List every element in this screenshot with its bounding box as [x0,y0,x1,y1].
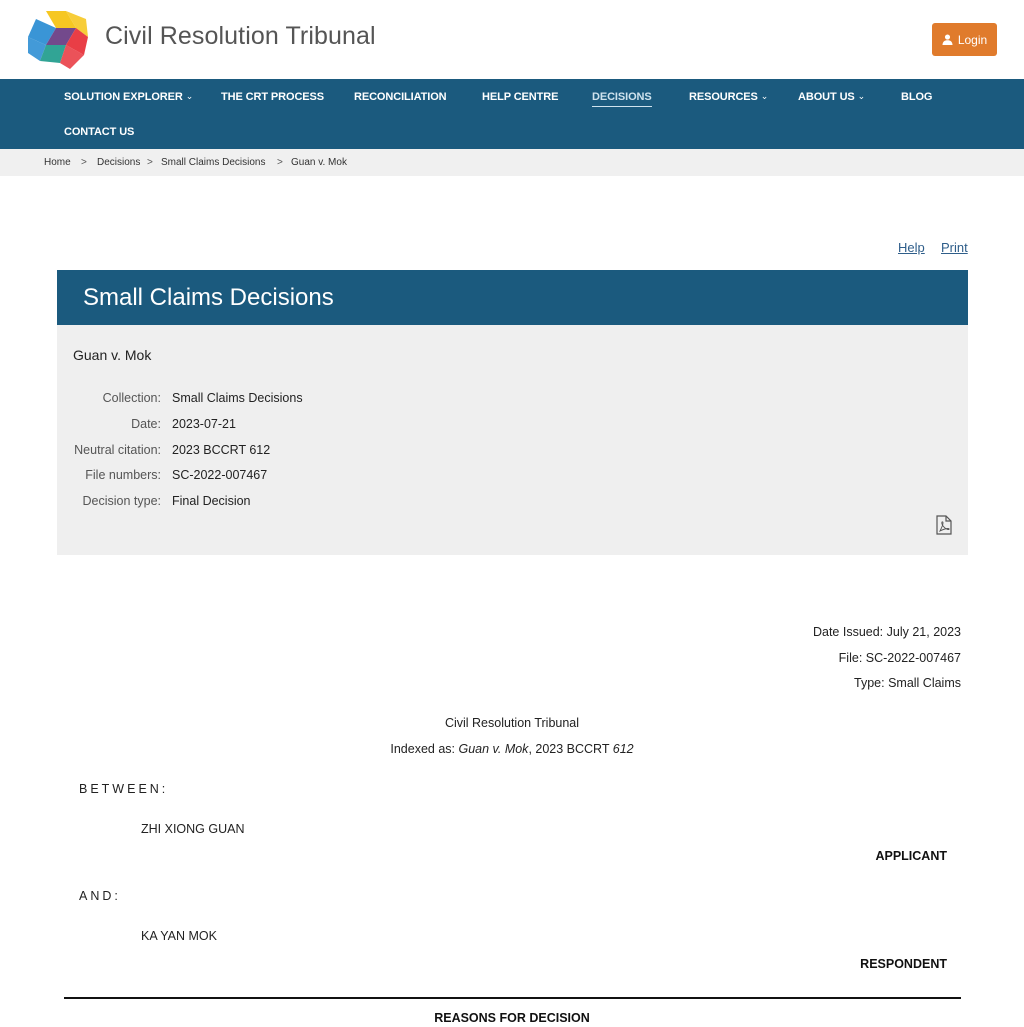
date-issued [813,625,961,639]
breadcrumb-home[interactable]: Home [44,157,71,168]
nav-help-centre[interactable] [482,91,558,103]
site-title[interactable]: Civil Resolution Tribunal [105,22,376,50]
nav-label: CONTACT US [64,126,135,138]
indexed-as-number: 612 [612,742,634,756]
nav-blog[interactable] [901,91,932,103]
breadcrumb-current: Guan v. Mok [291,157,347,168]
collection-heading: Small Claims Decisions [83,284,334,311]
site-header [0,0,1024,79]
breadcrumb-collection[interactable]: Small Claims Decisions [161,157,266,168]
crt-logo[interactable] [26,9,90,71]
meta-label: Date: [131,417,161,431]
applicant-name: ZHI XIONG GUAN [141,822,245,836]
nav-reconciliation[interactable] [354,91,447,103]
file-number [839,651,961,665]
meta-value: 2023 BCCRT 612 [172,443,271,457]
login-button[interactable] [932,23,997,56]
decision-collection-header [57,270,968,325]
nav-label: RECONCILIATION [354,91,447,103]
indexed-as [0,742,1024,756]
date-issued-label: Date Issued: [812,625,884,639]
breadcrumb [0,149,1024,176]
type-label: Type: [854,676,885,690]
breadcrumb-separator: > [277,157,283,168]
nav-resources[interactable] [689,91,768,103]
decision-summary [57,325,968,555]
and-label: AND: [79,889,121,903]
nav-label: BLOG [901,91,933,103]
meta-label: Decision type: [82,494,161,508]
respondent-role: RESPONDENT [860,957,947,971]
reasons-heading: REASONS FOR DECISION [434,1011,590,1025]
breadcrumb-separator: > [147,157,153,168]
date-issued-value: July 21, 2023 [886,625,961,639]
section-divider [64,997,961,999]
meta-value: Final Decision [172,494,251,508]
nav-label: THE CRT PROCESS [221,91,325,103]
claim-type [854,676,961,690]
tribunal-name: Civil Resolution Tribunal [444,716,580,730]
nav-label: HELP CENTRE [482,91,559,103]
meta-label: Collection: [102,391,161,405]
chevron-down-icon: ⌄ [185,91,194,101]
nav-solution-explorer[interactable] [64,91,193,103]
meta-value: 2023-07-21 [172,417,236,431]
meta-label: File numbers: [85,468,161,482]
meta-value: SC-2022-007467 [172,468,268,482]
nav-label: RESOURCES [689,91,758,103]
nav-crt-process[interactable] [221,91,324,103]
type-value: Small Claims [888,676,961,690]
main-nav [0,79,1024,149]
print-link[interactable]: Print [941,240,968,255]
indexed-as-case: Guan v. Mok [458,742,529,756]
case-title: Guan v. Mok [73,347,152,363]
user-icon [942,34,953,45]
applicant-role: APPLICANT [875,849,947,863]
respondent-name: KA YAN MOK [141,929,217,943]
indexed-as-citation: , 2023 BCCRT [528,742,613,756]
nav-label: SOLUTION EXPLORER [64,91,183,103]
chevron-down-icon: ⌄ [857,91,866,101]
meta-label: Neutral citation: [74,443,161,457]
indexed-as-label: Indexed as: [390,742,456,756]
file-label: File: [838,651,863,665]
pdf-file-icon[interactable] [935,515,953,535]
nav-contact-us[interactable] [64,126,134,138]
nav-label: ABOUT US [798,91,855,103]
login-label: Login [957,32,988,47]
nav-about-us[interactable] [798,91,865,103]
breadcrumb-separator: > [81,157,87,168]
nav-decisions[interactable] [592,91,652,107]
chevron-down-icon: ⌄ [760,91,769,101]
file-value: SC-2022-007467 [865,651,961,665]
breadcrumb-decisions[interactable]: Decisions [97,157,141,168]
nav-label: DECISIONS [592,91,652,103]
between-label: BETWEEN: [79,782,169,796]
help-link[interactable]: Help [898,240,925,255]
meta-value: Small Claims Decisions [172,391,303,405]
